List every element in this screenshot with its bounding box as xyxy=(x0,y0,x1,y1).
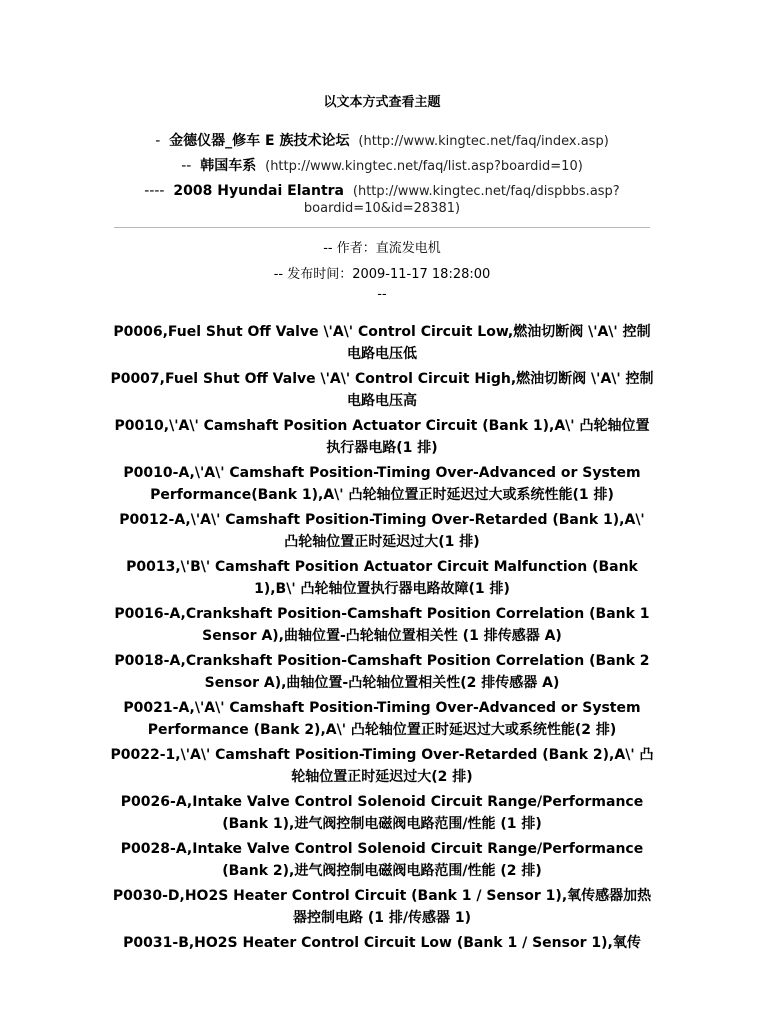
page-title: 以文本方式查看主题 xyxy=(323,95,441,110)
meta-separator: -- xyxy=(377,287,387,302)
breadcrumb-prefix: -- xyxy=(181,158,192,174)
breadcrumb-prefix: - xyxy=(155,133,161,149)
fault-code-entry: P0030-D,HO2S Heater Control Circuit (Bank 1 / Sensor 1),氧传感器加热器控制电路 (1 排/传感器 1) xyxy=(112,888,652,926)
breadcrumb-link-forum[interactable]: 金德仪器_修车 E 族技术论坛 xyxy=(169,133,350,149)
breadcrumb xyxy=(110,133,654,217)
fault-code-entry: P0022-1,\'A\' Camshaft Position-Timing Over-Retarded (Bank 2),A\' 凸轮轴位置正时延迟过大(2 排) xyxy=(110,747,654,785)
fault-code-entry: P0010,\'A\' Camshaft Position Actuator Circuit (Bank 1),A\' 凸轮轴位置执行器电路(1 排) xyxy=(114,418,650,456)
breadcrumb-item-topic xyxy=(110,183,654,217)
document-page xyxy=(110,86,654,959)
fault-code-entry: P0016-A,Crankshaft Position-Camshaft Position Correlation (Bank 1 Sensor A),曲轴位置-凸轮轴位置相关性 (1 排传感器 A) xyxy=(114,606,650,644)
fault-code-entry: P0018-A,Crankshaft Position-Camshaft Position Correlation (Bank 2 Sensor A),曲轴位置-凸轮轴位置相关性(2 排传感器 A) xyxy=(114,653,650,691)
fault-code-entry: P0012-A,\'A\' Camshaft Position-Timing Over-Retarded (Bank 1),A\' 凸轮轴位置正时延迟过大(1 排) xyxy=(119,512,645,550)
fault-code-entry: P0007,Fuel Shut Off Valve \'A\' Control Circuit High,燃油切断阀 \'A\' 控制电路电压高 xyxy=(110,371,654,409)
fault-code-entry: P0028-A,Intake Valve Control Solenoid Circuit Range/Performance (Bank 2),进气阀控制电磁阀电路范围/性能 (2 排) xyxy=(120,841,644,879)
breadcrumb-link-topic[interactable]: 2008 Hyundai Elantra xyxy=(173,183,344,199)
breadcrumb-url: (http://www.kingtec.net/faq/index.asp) xyxy=(358,134,609,149)
divider xyxy=(114,227,650,228)
fault-code-entry: P0013,\'B\' Camshaft Position Actuator Circuit Malfunction (Bank 1),B\' 凸轮轴位置执行器电路故障(1 排) xyxy=(126,559,638,597)
post-author: -- 作者：直流发电机 xyxy=(323,241,441,256)
post-date: -- 发布时间：2009-11-17 18:28:00 xyxy=(273,267,491,282)
breadcrumb-prefix: ---- xyxy=(144,183,165,199)
fault-code-entry: P0021-A,\'A\' Camshaft Position-Timing Over-Advanced or System Performance (Bank 2),A\' 凸轮轴位置正时延迟过大或系统性能(2 排) xyxy=(123,700,641,738)
fault-code-entry: P0026-A,Intake Valve Control Solenoid Circuit Range/Performance (Bank 1),进气阀控制电磁阀电路范围/性能 (1 排) xyxy=(120,794,644,832)
fault-code-entry: P0031-B,HO2S Heater Control Circuit Low (Bank 1 / Sensor 1),氧传 xyxy=(123,935,641,951)
post-meta xyxy=(110,236,654,306)
breadcrumb-item-board xyxy=(110,158,654,175)
breadcrumb-url: (http://www.kingtec.net/faq/list.asp?boardid=10) xyxy=(265,159,583,174)
fault-code-list xyxy=(110,322,654,955)
fault-code-entry: P0010-A,\'A\' Camshaft Position-Timing Over-Advanced or System Performance(Bank 1),A\' 凸轮轴位置正时延迟过大或系统性能(1 排) xyxy=(123,465,641,503)
breadcrumb-url: (http://www.kingtec.net/faq/dispbbs.asp?boardid=10&id=28381) xyxy=(303,184,620,216)
fault-code-entry: P0006,Fuel Shut Off Valve \'A\' Control Circuit Low,燃油切断阀 \'A\' 控制电路电压低 xyxy=(113,324,651,362)
breadcrumb-link-board[interactable]: 韩国车系 xyxy=(200,158,257,174)
breadcrumb-item-forum xyxy=(110,133,654,150)
